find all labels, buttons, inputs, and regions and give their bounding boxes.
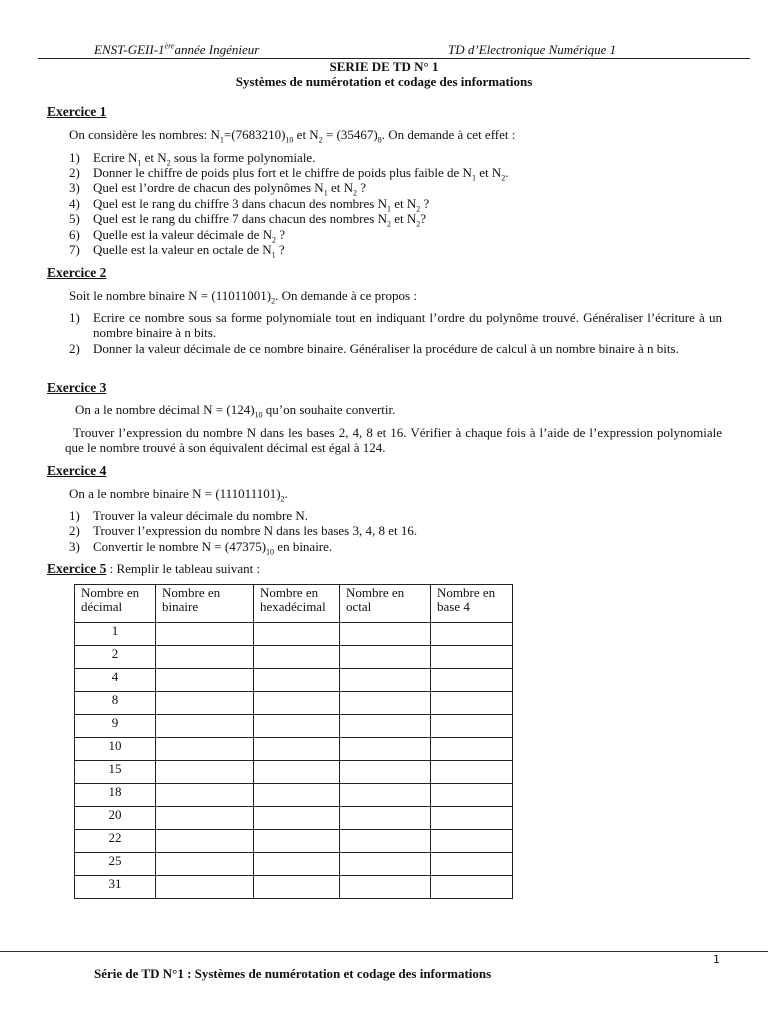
column-header-decimal: Nombre en décimal (75, 585, 156, 623)
exercise-5-line (47, 561, 260, 576)
binary-cell[interactable] (156, 853, 254, 876)
table-row (75, 807, 513, 830)
table-row (75, 692, 513, 715)
exercise-2-item: 1) Ecrire ce nombre sous sa forme polynomiale tout en indiquant l’ordre du polynôme trouvé. Généraliser l’écriture à un nombre binaire à n bits. (69, 310, 722, 340)
exercise-1-item: 4) Quel est le rang du chiffre 3 dans chacun des nombres $N_1$ et $N_2$ ? (69, 196, 430, 214)
decimal-cell: 15 (75, 761, 156, 784)
page-title: SERIE DE TD N° 1 (329, 59, 439, 74)
hexadecimal-cell[interactable] (254, 692, 340, 715)
base4-cell[interactable] (431, 830, 513, 853)
octal-cell[interactable] (340, 784, 431, 807)
binary-cell[interactable] (156, 623, 254, 646)
exercise-3-heading: Exercice 3 (47, 380, 107, 395)
exercise-4-item: 1) Trouver la valeur décimale du nombre N. (69, 508, 309, 523)
exercise-2-item: 2) Donner la valeur décimale de ce nombre binaire. Généraliser la procédure de calcul à un nombre binaire à n bits. (69, 341, 679, 356)
column-header-binary: Nombre en binaire (156, 585, 254, 623)
binary-cell[interactable] (156, 715, 254, 738)
decimal-cell: 22 (75, 830, 156, 853)
binary-cell[interactable] (156, 669, 254, 692)
decimal-cell: 1 (75, 623, 156, 646)
octal-cell[interactable] (340, 830, 431, 853)
table-row (75, 784, 513, 807)
hexadecimal-cell[interactable] (254, 853, 340, 876)
table-row (75, 876, 513, 899)
exercise-4-heading: Exercice 4 (47, 463, 107, 478)
hexadecimal-cell[interactable] (254, 761, 340, 784)
base4-cell[interactable] (431, 646, 513, 669)
column-header-hexadecimal: Nombre en hexadécimal (254, 585, 340, 623)
octal-cell[interactable] (340, 853, 431, 876)
octal-cell[interactable] (340, 692, 431, 715)
binary-cell[interactable] (156, 807, 254, 830)
hexadecimal-cell[interactable] (254, 876, 340, 899)
exercise-2-heading: Exercice 2 (47, 265, 107, 280)
exercise-4-item: 2) Trouver l’expression du nombre N dans les bases 3, 4, 8 et 16. (69, 523, 418, 538)
binary-cell[interactable] (156, 738, 254, 761)
footer-title: Série de TD N°1 : Systèmes de numérotation et codage des informations (94, 966, 492, 981)
hexadecimal-cell[interactable] (254, 623, 340, 646)
binary-cell[interactable] (156, 692, 254, 715)
table-row (75, 669, 513, 692)
decimal-cell: 4 (75, 669, 156, 692)
hexadecimal-cell[interactable] (254, 807, 340, 830)
decimal-cell: 18 (75, 784, 156, 807)
decimal-cell: 9 (75, 715, 156, 738)
base4-cell[interactable] (431, 876, 513, 899)
base4-cell[interactable] (431, 784, 513, 807)
table-header-row (75, 585, 513, 623)
octal-cell[interactable] (340, 669, 431, 692)
exercise-1-item: 6) Quelle est la valeur décimale de $N_2$ ? (69, 227, 286, 245)
base4-cell[interactable] (431, 853, 513, 876)
table-row (75, 830, 513, 853)
exercise-2-intro: Soit le nombre binaire $N = (11011001)_2$. On demande à ce propos : (69, 288, 417, 306)
exercise-1-item: 1) Ecrire $N_1$ et $N_2$ sous la forme polynomiale. (69, 150, 316, 168)
base4-cell[interactable] (431, 738, 513, 761)
octal-cell[interactable] (340, 623, 431, 646)
exercise-1-item: 7) Quelle est la valeur en octale de $N_1$ ? (69, 242, 285, 260)
octal-cell[interactable] (340, 715, 431, 738)
hexadecimal-cell[interactable] (254, 669, 340, 692)
hexadecimal-cell[interactable] (254, 784, 340, 807)
exercise-1-item: 2) Donner le chiffre de poids plus fort et le chiffre de poids plus faible de $N_1$ et $N_2$. (69, 165, 509, 183)
header-right: TD d’Electronique Numérique 1 (448, 42, 617, 57)
hexadecimal-cell[interactable] (254, 715, 340, 738)
base4-cell[interactable] (431, 623, 513, 646)
decimal-cell: 25 (75, 853, 156, 876)
header-left: ENST-GEII-1èreannée Ingénieur (94, 41, 260, 57)
exercise-1-intro: On considère les nombres: $N_1=(7683210)_{10}$ et $N_2 = (35467)_8$. On demande à cet effet : (69, 127, 516, 145)
page-number: 1 (713, 953, 720, 966)
base4-cell[interactable] (431, 715, 513, 738)
conversion-table (74, 584, 513, 899)
base4-cell[interactable] (431, 761, 513, 784)
binary-cell[interactable] (156, 784, 254, 807)
exercise-4-intro: On a le nombre binaire $N = (111011101)_2$. (69, 486, 288, 504)
decimal-cell: 10 (75, 738, 156, 761)
exercise-4-item: 3) Convertir le nombre $N = (47375)_{10}$ en binaire. (69, 539, 333, 557)
decimal-cell: 20 (75, 807, 156, 830)
exercise-3-intro: On a le nombre décimal $N = (124)_{10}$ qu’on souhaite convertir. (75, 402, 396, 420)
binary-cell[interactable] (156, 646, 254, 669)
binary-cell[interactable] (156, 761, 254, 784)
table-row (75, 761, 513, 784)
column-header-octal: Nombre en octal (340, 585, 431, 623)
binary-cell[interactable] (156, 876, 254, 899)
table-row (75, 646, 513, 669)
hexadecimal-cell[interactable] (254, 738, 340, 761)
table-row (75, 853, 513, 876)
hexadecimal-cell[interactable] (254, 646, 340, 669)
exercise-5-heading: Exercice 5 (47, 561, 107, 576)
octal-cell[interactable] (340, 646, 431, 669)
octal-cell[interactable] (340, 876, 431, 899)
table-row (75, 715, 513, 738)
table-row (75, 738, 513, 761)
decimal-cell: 8 (75, 692, 156, 715)
exercise-1-item: 3) Quel est l’ordre de chacun des polynômes $N_1$ et $N_2$ ? (69, 180, 366, 198)
binary-cell[interactable] (156, 830, 254, 853)
table-row (75, 623, 513, 646)
hexadecimal-cell[interactable] (254, 830, 340, 853)
exercise-3-paragraph: Trouver l’expression du nombre N dans les bases 2, 4, 8 et 16. Vérifier à chaque fois à l’aide de l’expression polynomiale que le nombre trouvé à son équivalent décimal est égal à 124. (65, 425, 722, 455)
decimal-cell: 31 (75, 876, 156, 899)
page-subtitle: Systèmes de numérotation et codage des informations (235, 74, 533, 89)
octal-cell[interactable] (340, 807, 431, 830)
octal-cell[interactable] (340, 738, 431, 761)
exercise-1-item: 5) Quel est le rang du chiffre 7 dans chacun des nombres $N_2$ et $N_2$? (69, 211, 427, 229)
base4-cell[interactable] (431, 692, 513, 715)
base4-cell[interactable] (431, 807, 513, 830)
decimal-cell: 2 (75, 646, 156, 669)
column-header-base4: Nombre en base 4 (431, 585, 513, 623)
footer-divider (0, 951, 768, 952)
octal-cell[interactable] (340, 761, 431, 784)
exercise-1-heading: Exercice 1 (47, 104, 107, 119)
exercise-5-instruction: : Remplir le tableau suivant : (106, 561, 261, 576)
base4-cell[interactable] (431, 669, 513, 692)
